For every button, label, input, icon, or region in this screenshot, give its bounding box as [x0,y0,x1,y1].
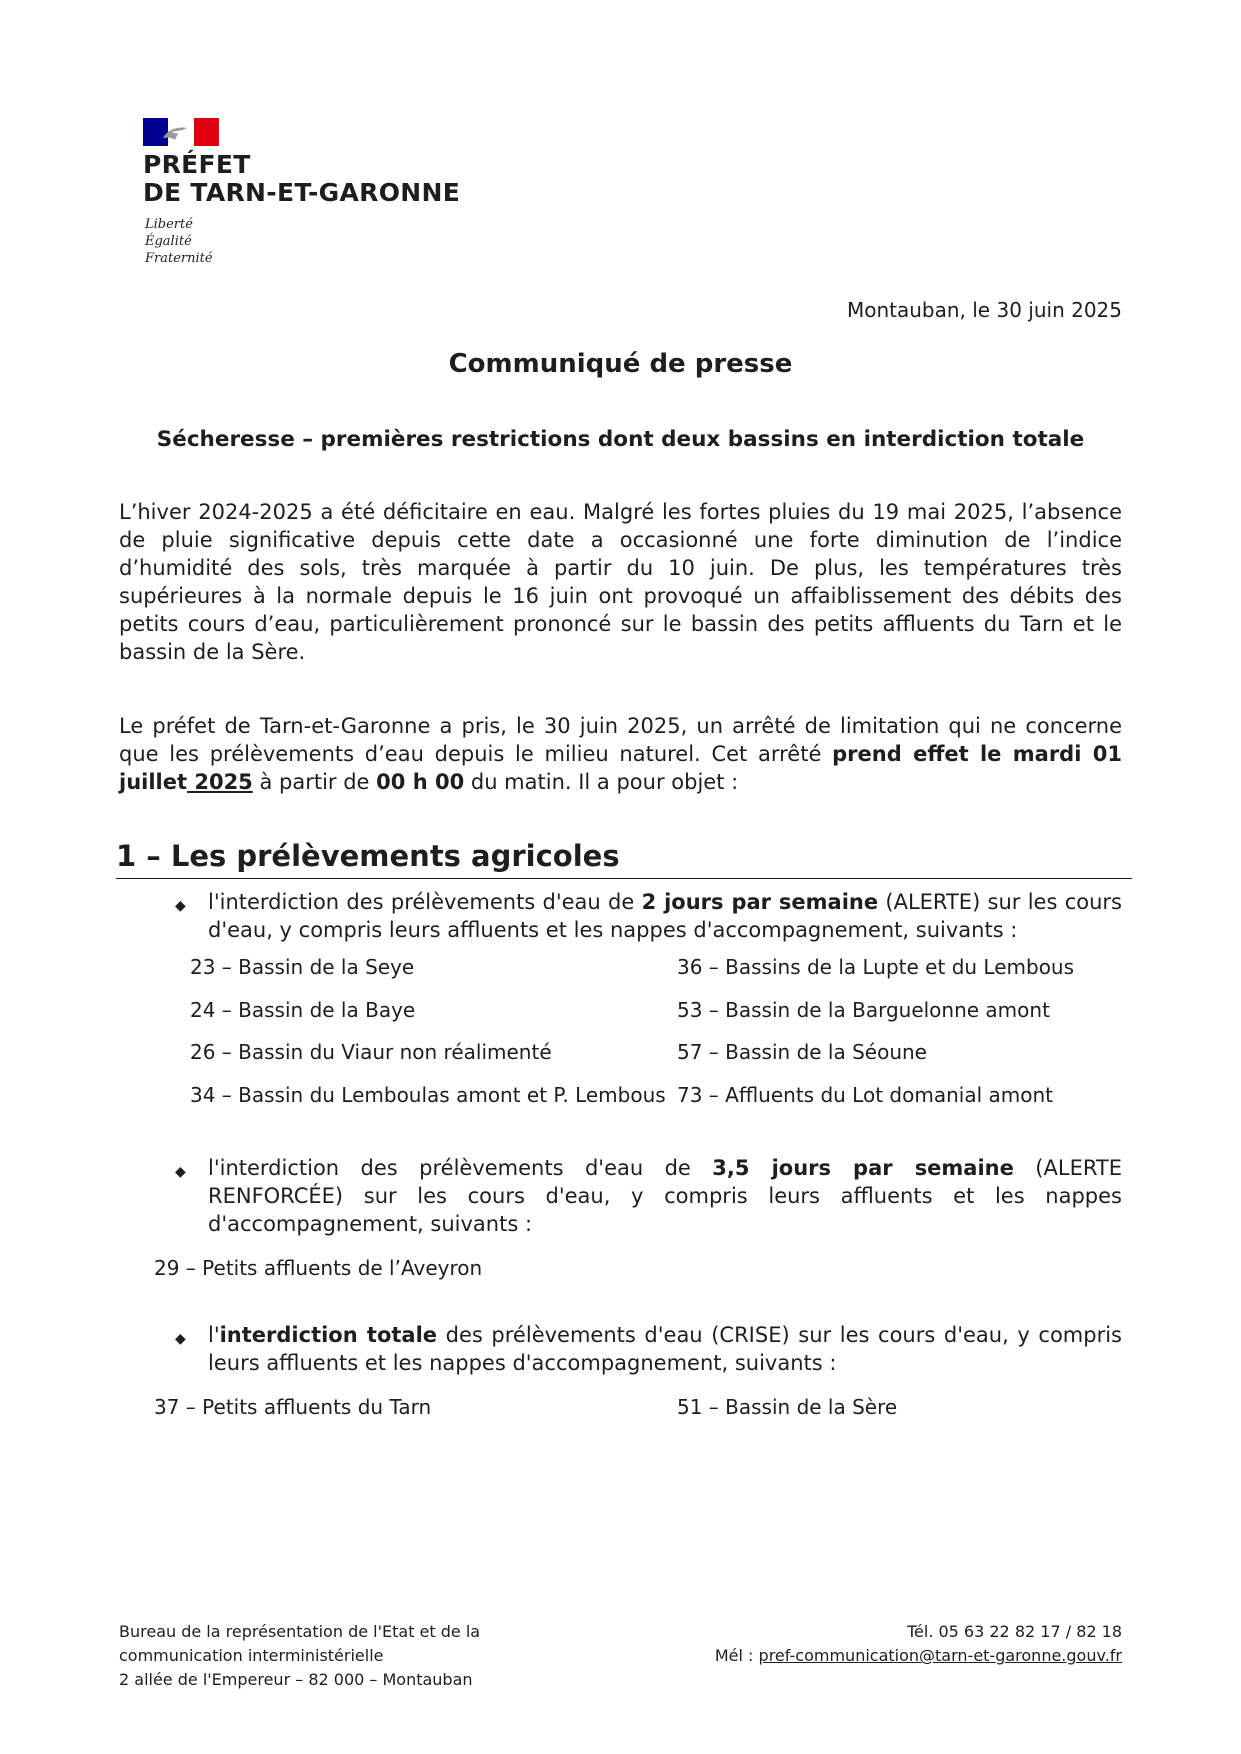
bullet-alerte-renforcee-text [208,1154,1122,1238]
prefecture-name-line2: DE TARN-ET-GARONNE [143,178,461,207]
basin-item: 34 – Bassin du Lemboulas amont et P. Lembous [190,1083,666,1107]
bullet-diamond-icon: ◆ [175,1164,186,1180]
footer-address-line: communication interministérielle [119,1646,384,1665]
document-date: Montauban, le 30 juin 2025 [846,298,1122,322]
bullet-text-pre: l'interdiction des prélèvements d'eau de [208,1156,713,1180]
decision-paragraph [119,712,1122,796]
bullet-crise-text [208,1321,1122,1377]
bullet-text-bold: 3,5 jours par semaine [712,1156,1014,1180]
footer-address-line: 2 allée de l'Empereur – 82 000 – Montauban [119,1670,473,1689]
footer-contact [715,1620,1122,1668]
basin-item: 36 – Bassins de la Lupte et du Lembous [677,955,1075,979]
basin-item: 26 – Bassin du Viaur non réalimenté [190,1040,552,1064]
bullet-text-pre: l'interdiction des prélèvements d'eau de [208,890,642,914]
decision-text-1: Le préfet de Tarn-et-Garonne a pris, le 30 juin 2025, un arrêté de limitation qui ne concerne que les prélèvements d’eau depuis le milieu naturel. Cet arrêté [119,714,1122,766]
basin-item: 29 – Petits affluents de l’Aveyron [154,1256,483,1280]
bullet-text-post: (ALERTE RENFORCÉE) sur les cours d'eau, y compris leurs affluents et les nappes d'accompagnement, suivants : [208,1156,1122,1236]
footer-email-line [715,1644,1122,1668]
motto-fraternite: Fraternité [145,251,213,266]
decision-time-bold: 00 h 00 [376,770,465,794]
decision-text-3: du matin. Il a pour objet : [464,770,739,794]
footer-email-link[interactable]: pref-communication@tarn-et-garonne.gouv.fr [758,1646,1122,1665]
section-heading: 1 – Les prélèvements agricoles [116,839,620,873]
bullet-alerte-text [208,888,1122,944]
basin-item: 37 – Petits affluents du Tarn [154,1395,432,1419]
intro-paragraph: L’hiver 2024-2025 a été déficitaire en eau. Malgré les fortes pluies du 19 mai 2025, l’absence de pluie significative depuis cette date a occasionné une forte diminution de l’indice d’humidité des sols, très marquée à partir du 10 juin. De plus, les températures très supérieures à la normale depuis le 16 juin ont provoqué un affaiblissement des débits des petits cours d’eau, particulièrement prononcé sur le bassin des petits affluents du Tarn et le bassin de la Sère. [119,500,1122,664]
motto-liberte: Liberté [145,217,193,232]
basin-item: 57 – Bassin de la Séoune [677,1040,927,1064]
bullet-text-post: des prélèvements d'eau (CRISE) sur les cours d'eau, y compris leurs affluents et les nappes d'accompagnement, suivants : [208,1323,1122,1375]
basin-item: 73 – Affluents du Lot domanial amont [677,1083,1053,1107]
basin-item: 24 – Bassin de la Baye [190,998,416,1022]
marianne-logo [143,118,219,146]
basin-item: 23 – Bassin de la Seye [190,955,415,979]
basin-item: 53 – Bassin de la Barguelonne amont [677,998,1050,1022]
bullet-diamond-icon: ◆ [175,898,186,914]
prefecture-name-line1: PRÉFET [143,150,251,179]
footer-email-label: Mél : [714,1646,759,1665]
footer-address [119,1620,480,1692]
decision-effect-bold: prend effet le mardi 01 juillet [119,742,1122,794]
footer-address-line: Bureau de la représentation de l'Etat et de la [119,1622,481,1641]
decision-year-underlined: 2025 [187,770,253,794]
bullet-text-bold: interdiction totale [219,1323,438,1347]
heading-rule [116,878,1132,879]
page-subtitle: Sécheresse – premières restrictions dont deux bassins en interdiction totale [156,427,1085,452]
bullet-text-pre: l' [208,1323,220,1347]
basin-item: 51 – Bassin de la Sère [677,1395,898,1419]
motto-egalite: Égalité [145,234,192,249]
page-title: Communiqué de presse [448,349,793,379]
bullet-text-post: (ALERTE) sur les cours d'eau, y compris leurs affluents et les nappes d'accompagnement, suivants : [208,890,1122,942]
bullet-text-bold: 2 jours par semaine [641,890,879,914]
decision-text-2: à partir de [252,770,377,794]
bullet-diamond-icon: ◆ [175,1331,186,1347]
footer-phone: Tél. 05 63 22 82 17 / 82 18 [906,1622,1122,1641]
